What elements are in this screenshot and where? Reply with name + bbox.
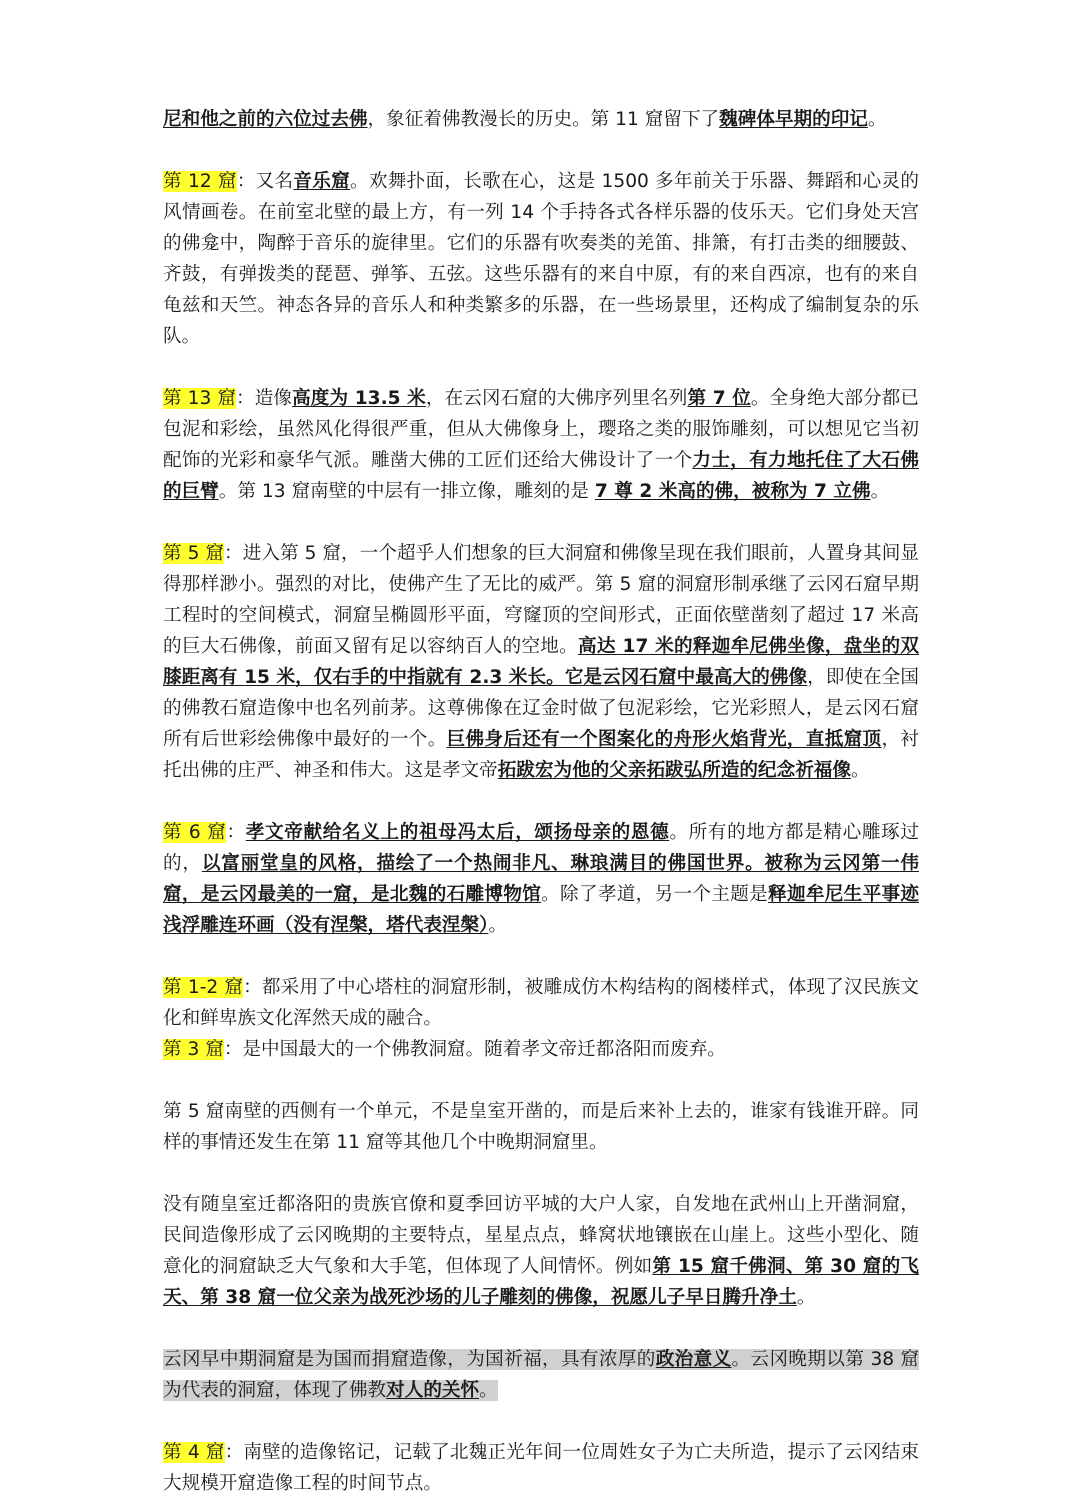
p-cave-13	[163, 383, 919, 507]
body-text: 。除了孝道，另一个主题是	[541, 884, 769, 905]
paragraph-gap	[163, 1065, 919, 1096]
key-phrase: 第 7 位	[687, 388, 751, 409]
body-text: 。所有的地方都是精心雕琢过的，	[163, 822, 919, 874]
paragraph-gap	[163, 352, 919, 383]
paragraph-gap	[163, 1406, 919, 1437]
cave-label: 第 5 窟	[163, 543, 225, 564]
p-intro-tail	[163, 104, 919, 135]
p-cave-1-2	[163, 972, 919, 1034]
cave-label: 第 12 窟	[163, 171, 237, 192]
body-text: 。云冈晚期以第 38 窟为代表的洞窟，体现了佛教	[163, 1349, 919, 1401]
body-text: ，在云冈石窟的大佛序列里名列	[425, 388, 688, 409]
body-text: 第 5 窟南壁的西侧有一个单元，不是皇室开凿的，而是后来补上去的，谁家有钱谁开辟。同样的事情还发生在第 11 窟等其他几个中晚期洞窟里。	[163, 1101, 919, 1153]
key-phrase: 孝文帝献给名义上的祖母冯太后，颂扬母亲的恩德	[245, 822, 670, 843]
document-page	[163, 104, 919, 1499]
body-text: 。	[488, 915, 507, 936]
paragraph-gap	[163, 1158, 919, 1189]
body-text: 。	[870, 481, 890, 502]
key-phrase: 第 15 窟千佛洞、第 30 窟的飞天、第 38 窟一位父亲为战死沙场的儿子雕刻的佛像，祝愿儿子早日腾升净土	[163, 1256, 919, 1308]
cave-label: 第 13 窟	[163, 388, 237, 409]
body-text: 没有随皇室迁都洛阳的贵族官僚和夏季回访平城的大户人家，自发地在武州山上开凿洞窟，民间造像形成了云冈晚期的主要特点，星星点点，蜂窝状地镶嵌在山崖上。这些小型化、随意化的洞窟缺乏大气象和大手笔，但体现了人间情怀。例如	[163, 1194, 919, 1277]
key-phrase: 对人的关怀	[386, 1380, 480, 1401]
key-phrase: 释迦牟尼生平事迹浅浮雕连环画（没有涅槃，塔代表涅槃）	[163, 884, 919, 936]
key-phrase: 政治意义	[655, 1349, 732, 1370]
key-phrase: 音乐窟	[293, 171, 351, 192]
body-text: ：是中国最大的一个佛教洞窟。随着孝文帝迁都洛阳而废弃。	[223, 1039, 726, 1060]
key-phrase: 7 尊 2 米高的佛，被称为 7 立佛	[594, 481, 871, 502]
body-text: ：又名	[236, 171, 294, 192]
body-text: ：都采用了中心塔柱的洞窟形制，被雕成仿木构结构的阁楼样式，体现了汉民族文化和鲜卑族文化浑然天成的融合。	[163, 977, 919, 1029]
paragraph-gap	[163, 941, 919, 972]
body-text: 。欢舞扑面，长歌在心，这是 1500 多年前关于乐器、舞蹈和心灵的风情画卷。在前室北壁的最上方，有一列 14 个手持各式各样乐器的伎乐天。它们身处天宫的佛龛中，陶醉于音乐的旋律里。它们的乐器有吹奏类的羌笛、排箫，有打击类的细腰鼓、齐鼓，有弹拨类的琵琶、弹筝、五弦。这些乐器有的来自中原，有的来自西凉，也有的来自龟兹和天竺。神态各异的音乐人和种类繁多的乐器，在一些场景里，还构成了编制复杂的乐队。	[163, 171, 919, 347]
p-summary	[163, 1344, 919, 1406]
key-phrase: 魏碑体早期的印记	[719, 109, 868, 130]
body-text: ，象征着佛教漫长的历史。第 11 窟留下了	[367, 109, 720, 130]
body-text: 。全身绝大部分都已包泥和彩绘，虽然风化得很严重，但从大佛像身上，璎珞之类的服饰雕刻，可以想见它当初配饰的光彩和豪华气派。雕凿大佛的工匠们还给大佛设计了一个	[163, 388, 919, 471]
body-text: 。	[851, 760, 870, 781]
key-phrase: 以富丽堂皇的风格，描绘了一个热闹非凡、琳琅满目的佛国世界。被称为云冈第一伟窟，是云冈最美的一窟，是北魏的石雕博物馆	[163, 853, 919, 905]
p-cave-4	[163, 1437, 919, 1499]
body-text: ：造像	[236, 388, 293, 409]
paragraph-gap	[163, 786, 919, 817]
body-text: ：进入第 5 窟，一个超乎人们想象的巨大洞窟和佛像呈现在我们眼前，人置身其间显得那样渺小。强烈的对比，使佛产生了无比的威严。第 5 窟的洞窟形制承继了云冈石窟早期工程时的空间模式，洞窟呈椭圆形平面，穹窿顶的空间形式，正面依壁凿刻了超过 17 米高的巨大石佛像，前面又留有足以容纳百人的空地。	[163, 543, 919, 657]
cave-label: 第 4 窟	[163, 1442, 225, 1463]
p-late-period	[163, 1189, 919, 1313]
body-text: 云冈早中期洞窟是为国而捐窟造像，为国祈福，具有浓厚的	[163, 1349, 656, 1370]
key-phrase: 高达 17 米的释迦牟尼佛坐像，盘坐的双膝距离有 15 米，仅右手的中指就有 2.3 米长。它是云冈石窟中最高大的佛像	[163, 636, 919, 688]
cave-label: 第 6 窟	[163, 822, 227, 843]
p-cave-12	[163, 166, 919, 352]
key-phrase: 高度为 13.5 米	[292, 388, 426, 409]
body-text: ，即使在全国的佛教石窟造像中也名列前茅。这尊佛像在辽金时做了包泥彩绘，它光彩照人，是云冈石窟所有后世彩绘佛像中最好的一个。	[163, 667, 919, 750]
p-cave-5-south	[163, 1096, 919, 1158]
key-phrase: 巨佛身后还有一个图案化的舟形火焰背光，直抵窟顶	[446, 729, 882, 750]
key-phrase: 力士，有力地托住了大石佛的巨臂	[163, 450, 919, 502]
paragraph-gap	[163, 507, 919, 538]
key-phrase: 尼和他之前的六位过去佛	[163, 109, 368, 130]
paragraph-gap	[163, 1313, 919, 1344]
paragraph-gap	[163, 135, 919, 166]
body-text: 。第 13 窟南壁的中层有一排立像，雕刻的是	[218, 481, 595, 502]
p-cave-3	[163, 1034, 919, 1065]
cave-label: 第 1-2 窟	[163, 977, 244, 998]
key-phrase: 拓跋宏为他的父亲拓跋弘所造的纪念祈福像	[497, 760, 851, 781]
body-text: ：南壁的造像铭记，记载了北魏正光年间一位周姓女子为亡夫所造，提示了云冈结束大规模开窟造像工程的时间节点。	[163, 1442, 919, 1494]
body-text: ：	[226, 822, 246, 843]
body-text: 。	[796, 1287, 816, 1308]
body-text: 。	[479, 1380, 498, 1401]
p-cave-6	[163, 817, 919, 941]
body-text: 。	[867, 109, 887, 130]
p-cave-5	[163, 538, 919, 786]
body-text: ，衬托出佛的庄严、神圣和伟大。这是孝文帝	[163, 729, 919, 781]
cave-label: 第 3 窟	[163, 1039, 224, 1060]
